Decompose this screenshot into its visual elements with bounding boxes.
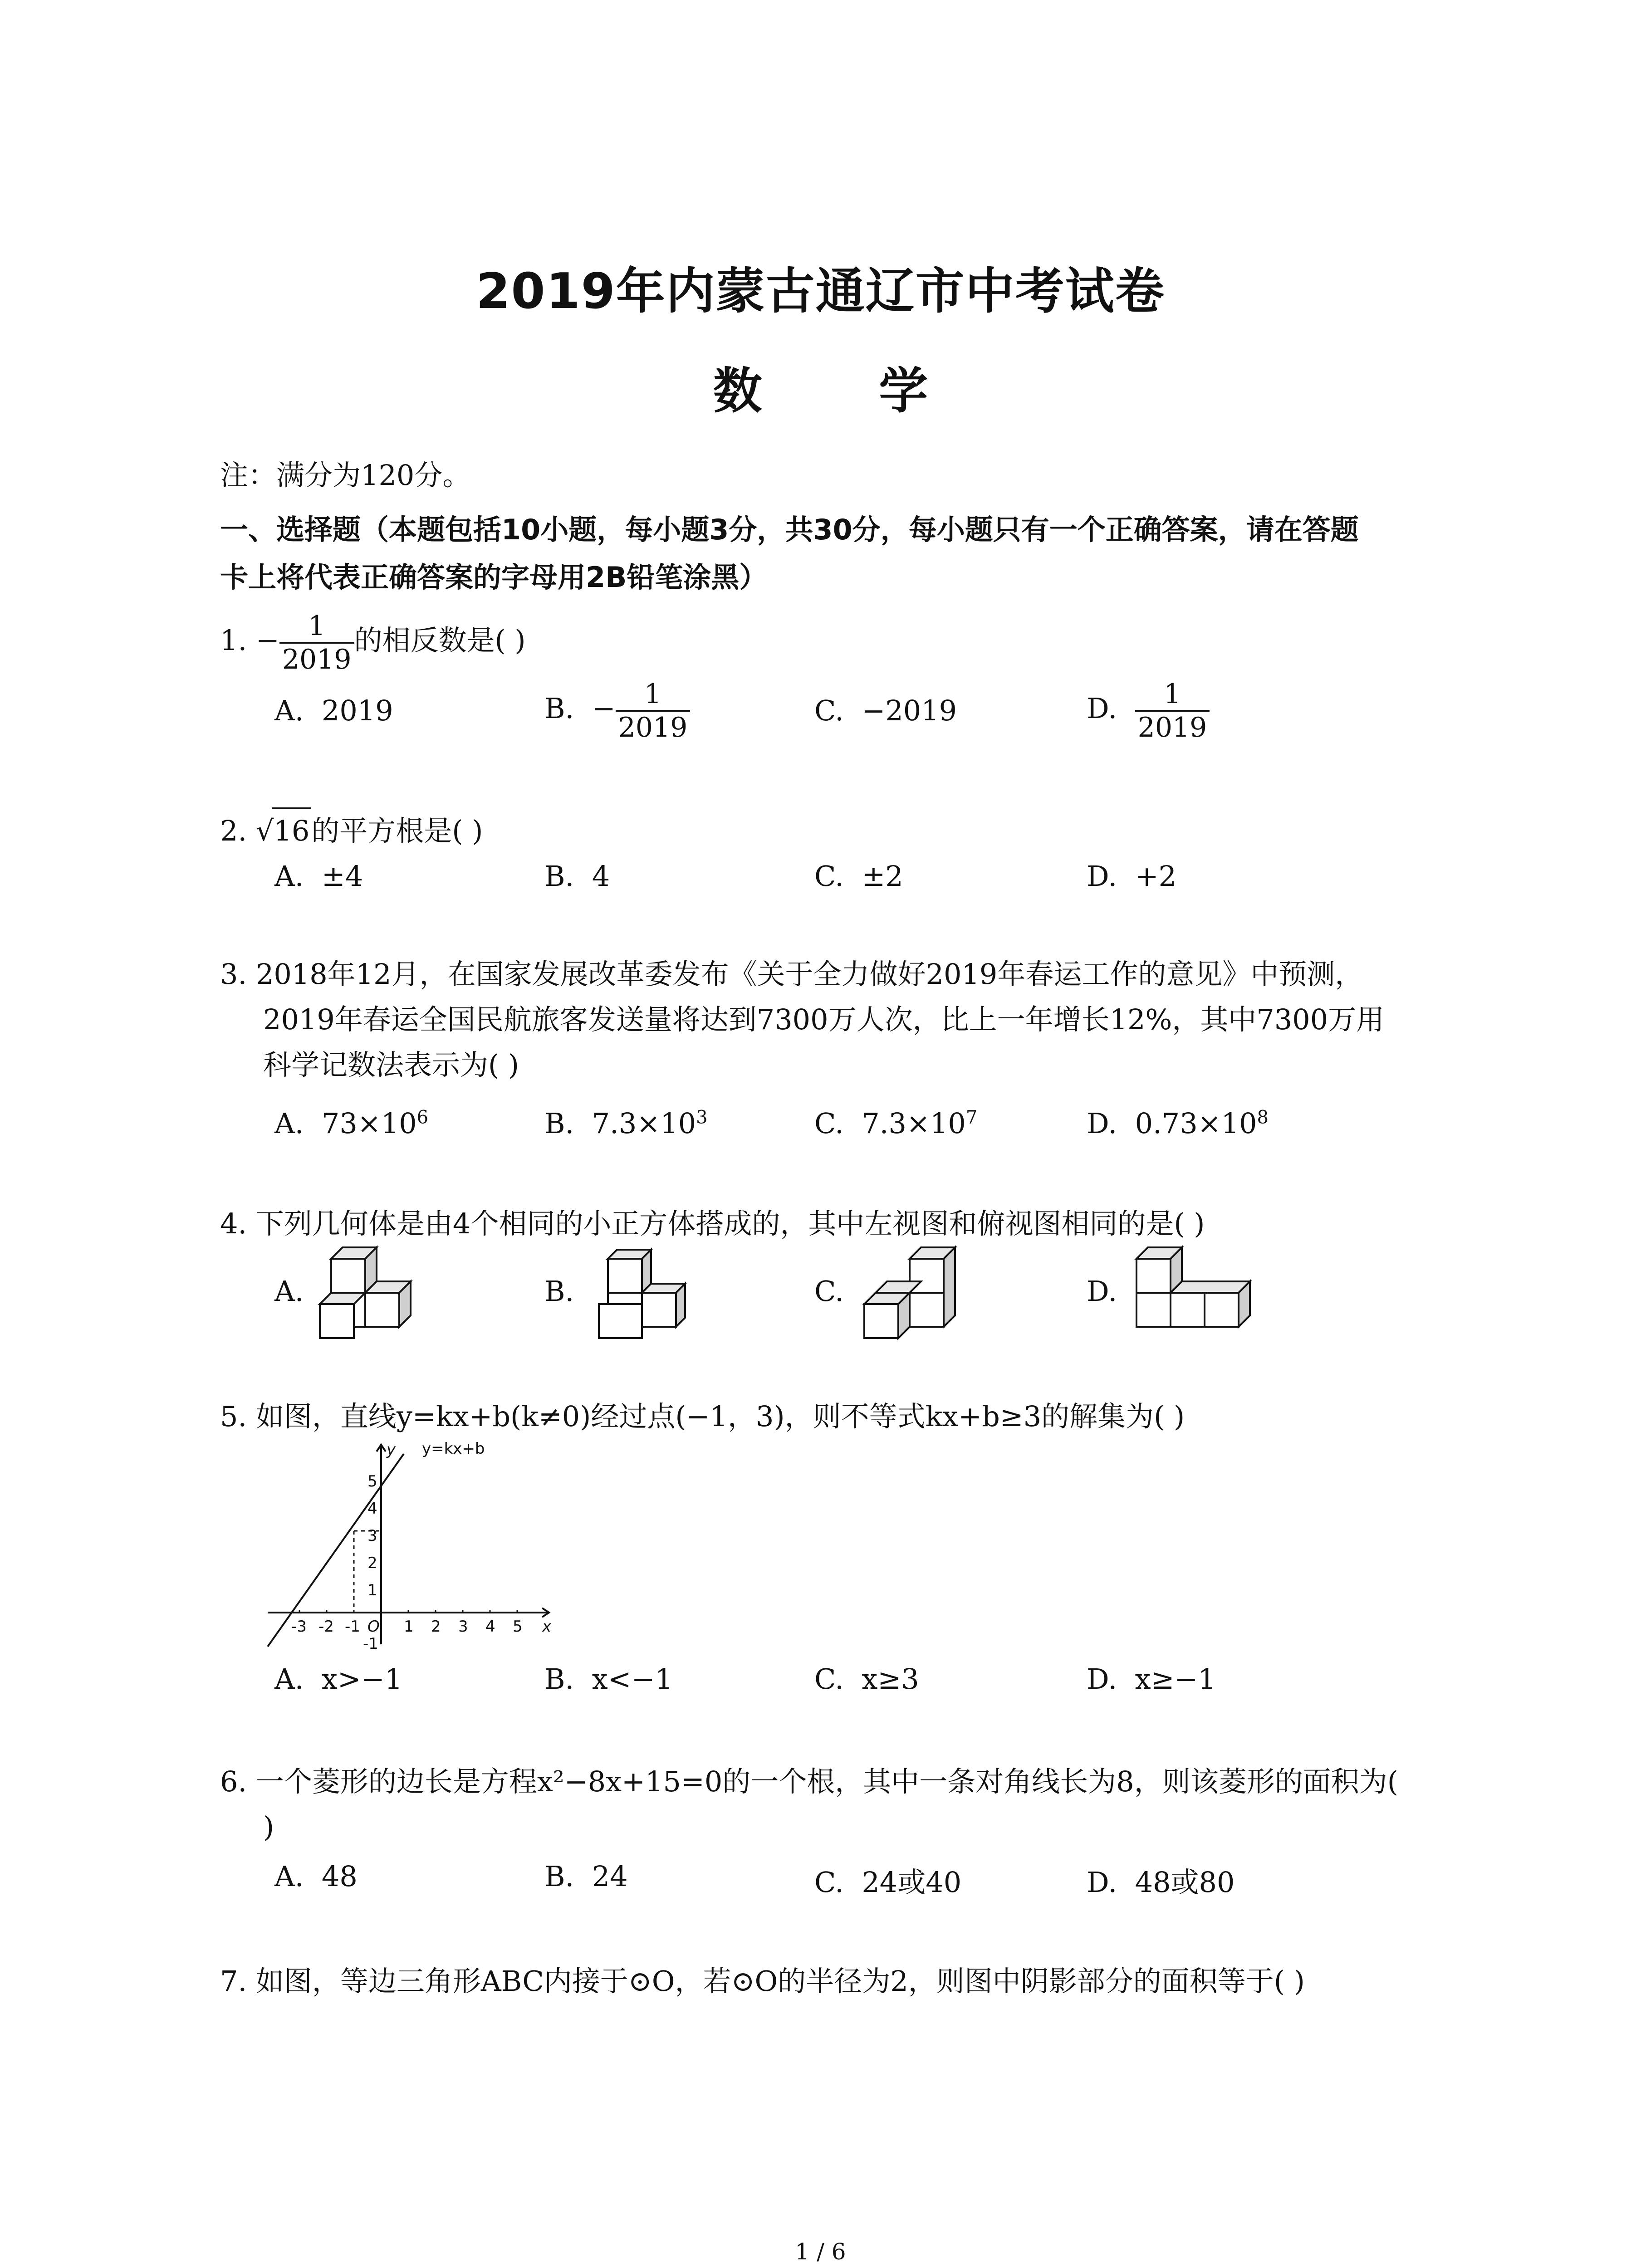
question-7 — [220, 1960, 1305, 2003]
x-tick-5: 5 — [513, 1618, 523, 1636]
q2-option-d — [1087, 860, 1176, 893]
option-value: 7.3×10 — [862, 1107, 966, 1140]
fraction — [1135, 678, 1210, 743]
fraction — [616, 678, 691, 743]
question-text: 的相反数是( ) — [354, 624, 526, 657]
option-label: A. — [274, 694, 304, 727]
fraction-denominator: 2019 — [279, 642, 354, 675]
question-text: 的平方根是( ) — [311, 814, 483, 847]
option-label: D. — [1087, 1107, 1117, 1140]
option-label: A. — [274, 1107, 304, 1140]
q1-option-d — [1087, 678, 1210, 743]
exponent: 7 — [965, 1107, 978, 1128]
q2-option-a — [274, 860, 363, 893]
question-text: 如图，等边三角形ABC内接于⊙O，若⊙O的半径为2，则图中阴影部分的面积等于( ) — [255, 1965, 1305, 1998]
page-number: 1 / 6 — [795, 2239, 846, 2265]
option-label: B. — [544, 860, 574, 893]
exponent: 6 — [416, 1107, 429, 1128]
q3-option-b — [544, 1107, 708, 1140]
question-3-line3: 科学记数法表示为( ) — [263, 1048, 519, 1081]
option-value: ±2 — [862, 860, 903, 893]
x-tick-2: 2 — [431, 1618, 441, 1636]
option-value: x>−1 — [321, 1662, 403, 1696]
option-label: C. — [814, 1662, 844, 1696]
option-label: C. — [814, 1107, 844, 1140]
question-text: 如图，直线y=kx+b(k≠0)经过点(−1，3)，则不等式kx+b≥3的解集为( ) — [255, 1400, 1185, 1433]
option-value: 0.73×10 — [1135, 1107, 1257, 1140]
option-label: A. — [274, 860, 304, 893]
y-tick-5: 5 — [367, 1472, 377, 1491]
exponent: 3 — [696, 1107, 708, 1128]
q3-option-c — [814, 1107, 977, 1140]
q4-option-b-label: B. — [544, 1275, 574, 1308]
question-5 — [220, 1395, 1185, 1438]
option-label: C. — [814, 694, 844, 727]
option-label: B. — [544, 1662, 574, 1696]
q3-option-a — [274, 1107, 428, 1140]
question-number: 7. — [220, 1965, 247, 1998]
option-label: A. — [274, 1662, 304, 1696]
q4-option-d-label: D. — [1087, 1275, 1117, 1308]
line-graph — [259, 1436, 576, 1653]
option-label: D. — [1087, 860, 1117, 893]
score-note: 注：满分为120分。 — [220, 459, 471, 492]
option-value: 48 — [321, 1860, 358, 1893]
kx-plus-b-line — [268, 1454, 404, 1647]
x-axis-label: x — [542, 1618, 552, 1636]
option-value: 24或40 — [862, 1866, 962, 1899]
line-label: y=kx+b — [422, 1440, 485, 1458]
fraction — [279, 610, 354, 675]
cube-figure-b — [594, 1245, 694, 1345]
question-3-line1 — [220, 953, 1363, 996]
exponent: 8 — [1257, 1107, 1269, 1128]
option-value: 2019 — [321, 694, 393, 727]
question-number: 2. — [220, 814, 247, 847]
q6-option-d — [1087, 1860, 1234, 1900]
fraction-denominator: 2019 — [1135, 710, 1210, 743]
option-label: A. — [274, 1860, 304, 1893]
origin-label: O — [367, 1618, 380, 1636]
question-text: 一个菱形的边长是方程x²−8x+15=0的一个根，其中一条对角线长为8，则该菱形的面积为( — [255, 1765, 1398, 1798]
cube-figure-a — [318, 1245, 417, 1340]
y-tick-2: 2 — [367, 1554, 377, 1572]
question-number: 4. — [220, 1207, 247, 1240]
y-tick-4: 4 — [367, 1500, 377, 1518]
exam-title: 2019年内蒙古通辽市中考试卷 — [476, 263, 1165, 320]
q1-option-a — [274, 694, 393, 727]
x-tick-4: 4 — [485, 1618, 495, 1636]
subject-title: 数 学 — [713, 363, 978, 420]
q6-option-a — [274, 1860, 358, 1893]
option-label: D. — [1087, 1662, 1117, 1696]
fraction-denominator: 2019 — [616, 710, 691, 743]
y-tick-neg1: -1 — [363, 1635, 378, 1653]
option-value: +2 — [1135, 860, 1177, 893]
radicand: 16 — [272, 807, 311, 853]
option-value: 24 — [592, 1860, 628, 1893]
q6-option-b — [544, 1860, 628, 1893]
fraction-numerator: 1 — [644, 678, 662, 710]
q2-option-c — [814, 860, 903, 893]
option-label: D. — [1087, 1866, 1117, 1899]
q2-option-b — [544, 860, 610, 893]
minus-sign: − — [592, 692, 616, 725]
question-number: 3. — [220, 958, 247, 991]
q5-option-c — [814, 1662, 919, 1696]
option-label: B. — [544, 1860, 574, 1893]
option-label: D. — [1087, 692, 1117, 725]
x-tick-3: 3 — [458, 1618, 468, 1636]
cube-figure-d — [1134, 1245, 1270, 1336]
fraction-numerator: 1 — [308, 610, 326, 642]
option-value: x≥3 — [862, 1662, 919, 1696]
option-label: B. — [544, 692, 574, 725]
option-value: x<−1 — [592, 1662, 673, 1696]
question-number: 6. — [220, 1765, 247, 1798]
q4-option-a-label: A. — [274, 1275, 304, 1308]
option-label: C. — [814, 1866, 844, 1899]
x-tick-1: 1 — [404, 1618, 414, 1636]
question-6-line1 — [220, 1760, 1398, 1804]
fraction-numerator: 1 — [1163, 678, 1181, 710]
q6-option-c — [814, 1860, 961, 1900]
option-value: 73×10 — [321, 1107, 417, 1140]
option-value: 4 — [592, 860, 610, 893]
y-tick-1: 1 — [367, 1581, 377, 1599]
question-3-line2: 2019年春运全国民航旅客发送量将达到7300万人次，比上一年增长12%，其中7300万用 — [263, 1003, 1385, 1036]
y-tick-3: 3 — [367, 1527, 377, 1545]
option-label: B. — [544, 1107, 574, 1140]
question-text: 2018年12月，在国家发展改革委发布《关于全力做好2019年春运工作的意见》中预测， — [255, 958, 1363, 991]
option-label: C. — [814, 860, 844, 893]
question-4 — [220, 1202, 1205, 1246]
question-number: 5. — [220, 1400, 247, 1433]
minus-sign: − — [255, 624, 279, 657]
question-2 — [220, 807, 483, 853]
cube-figure-c — [860, 1245, 978, 1345]
question-number: 1. — [220, 624, 247, 657]
q1-option-c — [814, 694, 957, 727]
q5-option-d — [1087, 1662, 1216, 1696]
section-heading-line2: 卡上将代表正确答案的字母用2B铅笔涂黑） — [220, 561, 768, 594]
option-value: 48或80 — [1135, 1866, 1235, 1899]
option-value: 7.3×10 — [592, 1107, 696, 1140]
q1-option-b — [544, 678, 690, 743]
q5-option-a — [274, 1662, 402, 1696]
q3-option-d — [1087, 1107, 1269, 1140]
question-6-line2: ) — [263, 1810, 274, 1843]
x-tick-neg1: -1 — [345, 1618, 360, 1636]
option-value: −2019 — [862, 694, 957, 727]
section-heading-line1: 一、选择题（本题包括10小题，每小题3分，共30分，每小题只有一个正确答案，请在答题 — [220, 513, 1359, 546]
question-text: 下列几何体是由4个相同的小正方体搭成的，其中左视图和俯视图相同的是( ) — [255, 1207, 1205, 1240]
option-value: ±4 — [321, 860, 363, 893]
x-tick-neg2: -2 — [318, 1618, 334, 1636]
x-tick-neg3: -3 — [291, 1618, 307, 1636]
q5-option-b — [544, 1662, 673, 1696]
q4-option-c-label: C. — [814, 1275, 844, 1308]
y-axis-label: y — [387, 1441, 396, 1459]
sqrt-sign: √ — [255, 814, 274, 847]
option-value: x≥−1 — [1135, 1662, 1216, 1696]
question-1 — [220, 610, 526, 675]
